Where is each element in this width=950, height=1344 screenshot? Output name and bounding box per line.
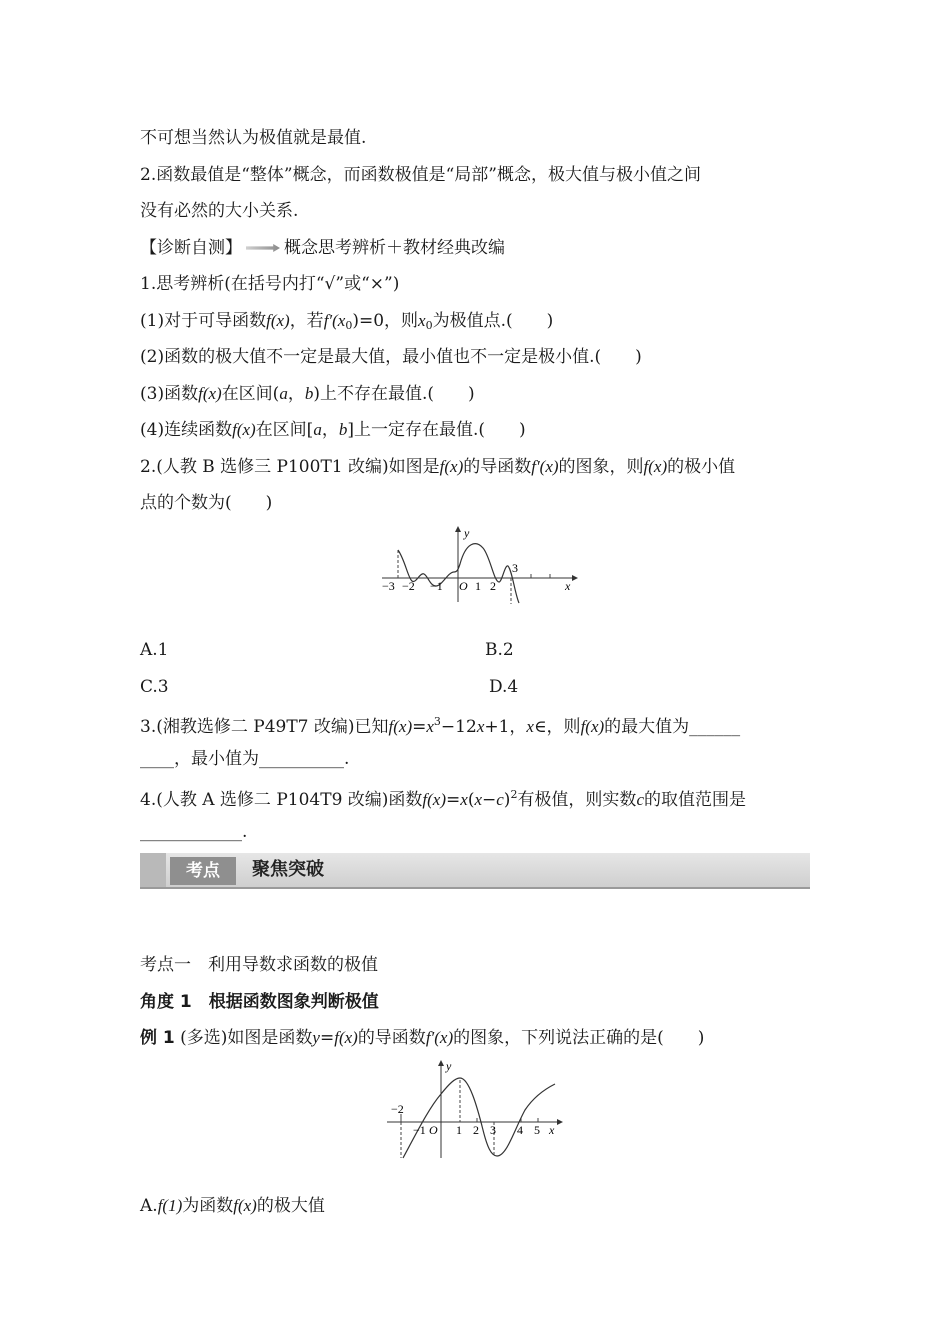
angle-heading: 角度 1 根据函数图象判断极值 (140, 991, 379, 1012)
tick-label-1: 1 (456, 1123, 462, 1137)
q1-item-3: (3)函数f(x)在区间(a，b)上不存在最值.( ) (140, 383, 475, 404)
example-derivative-graph (383, 1058, 568, 1160)
q3-q4-block (140, 704, 810, 850)
intro-line-2: 2.函数最值是“整体”概念，而函数极值是“局部”概念，极大值与极小值之间 (140, 164, 701, 185)
document-page (140, 120, 810, 522)
label-neg2: −2 (391, 1102, 404, 1116)
option-d[interactable]: D.4 (489, 676, 519, 697)
tick-label-neg1: −1 (413, 1123, 426, 1137)
q1-title: 1.思考辨析(在括号内打“√”或“×”) (140, 274, 400, 294)
q4-line-1: 4.(人教 A 选修二 P104T9 改编)函数$f(x)=x(x-c)^2$有极值，则实数c的取值范围是 (140, 788, 746, 810)
tick-label-neg3: −3 (382, 579, 395, 593)
q1-item-1: (1)对于可导函数f(x)，若$f'(x_0)=0$，则$x_0$为极值点.( ) (140, 310, 554, 332)
intro-line-3: 没有必然的大小关系. (140, 201, 299, 221)
x-axis-label: x (565, 579, 571, 593)
example-option-a[interactable]: A.f(1)为函数f(x)的极大值 (140, 1196, 325, 1216)
tick-label-1: 1 (475, 579, 481, 593)
origin-label: O (429, 1123, 438, 1137)
q2-line-1: 2.(人教 B 选修三 P100T1 改编)如图是f(x)的导函数f′(x)的图象，则f(x)的极小值 (140, 456, 736, 477)
q4-line-2: ____________. (140, 821, 248, 842)
banner-tag: 考点 (170, 857, 236, 885)
x-axis-arrow (572, 575, 578, 581)
tick-label-4: 4 (517, 1123, 523, 1137)
y-axis-arrow (455, 526, 461, 532)
example-1: 例 1 (多选)如图是函数y=f(x)的导函数f′(x)的图象，下列说法正确的是( ) (140, 1028, 705, 1048)
y-axis-label: y (446, 1059, 452, 1073)
banner-title: 聚焦突破 (252, 859, 324, 880)
tick-label-5: 5 (534, 1123, 540, 1137)
section-banner (140, 853, 810, 889)
x-axis-arrow (557, 1119, 563, 1125)
diagnosis-header (140, 230, 810, 267)
origin-label: O (459, 579, 468, 593)
q2-options (140, 632, 810, 705)
section-heading: 考点一 利用导数求函数的极值 (140, 955, 378, 975)
q3-line-1: 3.(湘教选修二 P49T7 改编)已知$f(x)=x^3-12x+1$，x∈，则f(x)的最大值为______ (140, 715, 741, 737)
tick-label-neg1: −1 (430, 579, 443, 593)
q1-item-2: (2)函数的极大值不一定是最大值，最小值也不一定是极小值.( ) (140, 347, 642, 367)
tick-label-neg2: −2 (402, 579, 415, 593)
q2-derivative-graph (378, 524, 583, 604)
y-axis-label: y (464, 526, 470, 540)
tick-label-2: 2 (490, 579, 496, 593)
intro-line-1: 不可想当然认为极值就是最值. (140, 128, 367, 148)
option-b[interactable]: B.2 (485, 640, 514, 660)
diagnosis-title: 【诊断自测】 (140, 237, 242, 258)
q1-item-4: (4)连续函数f(x)在区间[a，b]上一定存在最值.( ) (140, 420, 526, 440)
y-axis-arrow (438, 1060, 444, 1066)
q2-line-2: 点的个数为( ) (140, 493, 273, 513)
arrow-icon (246, 244, 280, 252)
option-c[interactable]: C.3 (140, 676, 169, 697)
tick-label-3: 3 (490, 1123, 496, 1137)
derivative-curve (403, 1078, 555, 1158)
x-axis-label: x (549, 1123, 555, 1137)
tick-label-3: 3 (512, 561, 518, 575)
section-content (140, 947, 810, 1057)
q3-line-2: ____，最小值为__________. (140, 748, 350, 769)
diagnosis-subtitle: 概念思考辨析＋教材经典改编 (284, 237, 505, 258)
option-a[interactable]: A.1 (140, 640, 169, 660)
tick-label-2: 2 (473, 1123, 479, 1137)
